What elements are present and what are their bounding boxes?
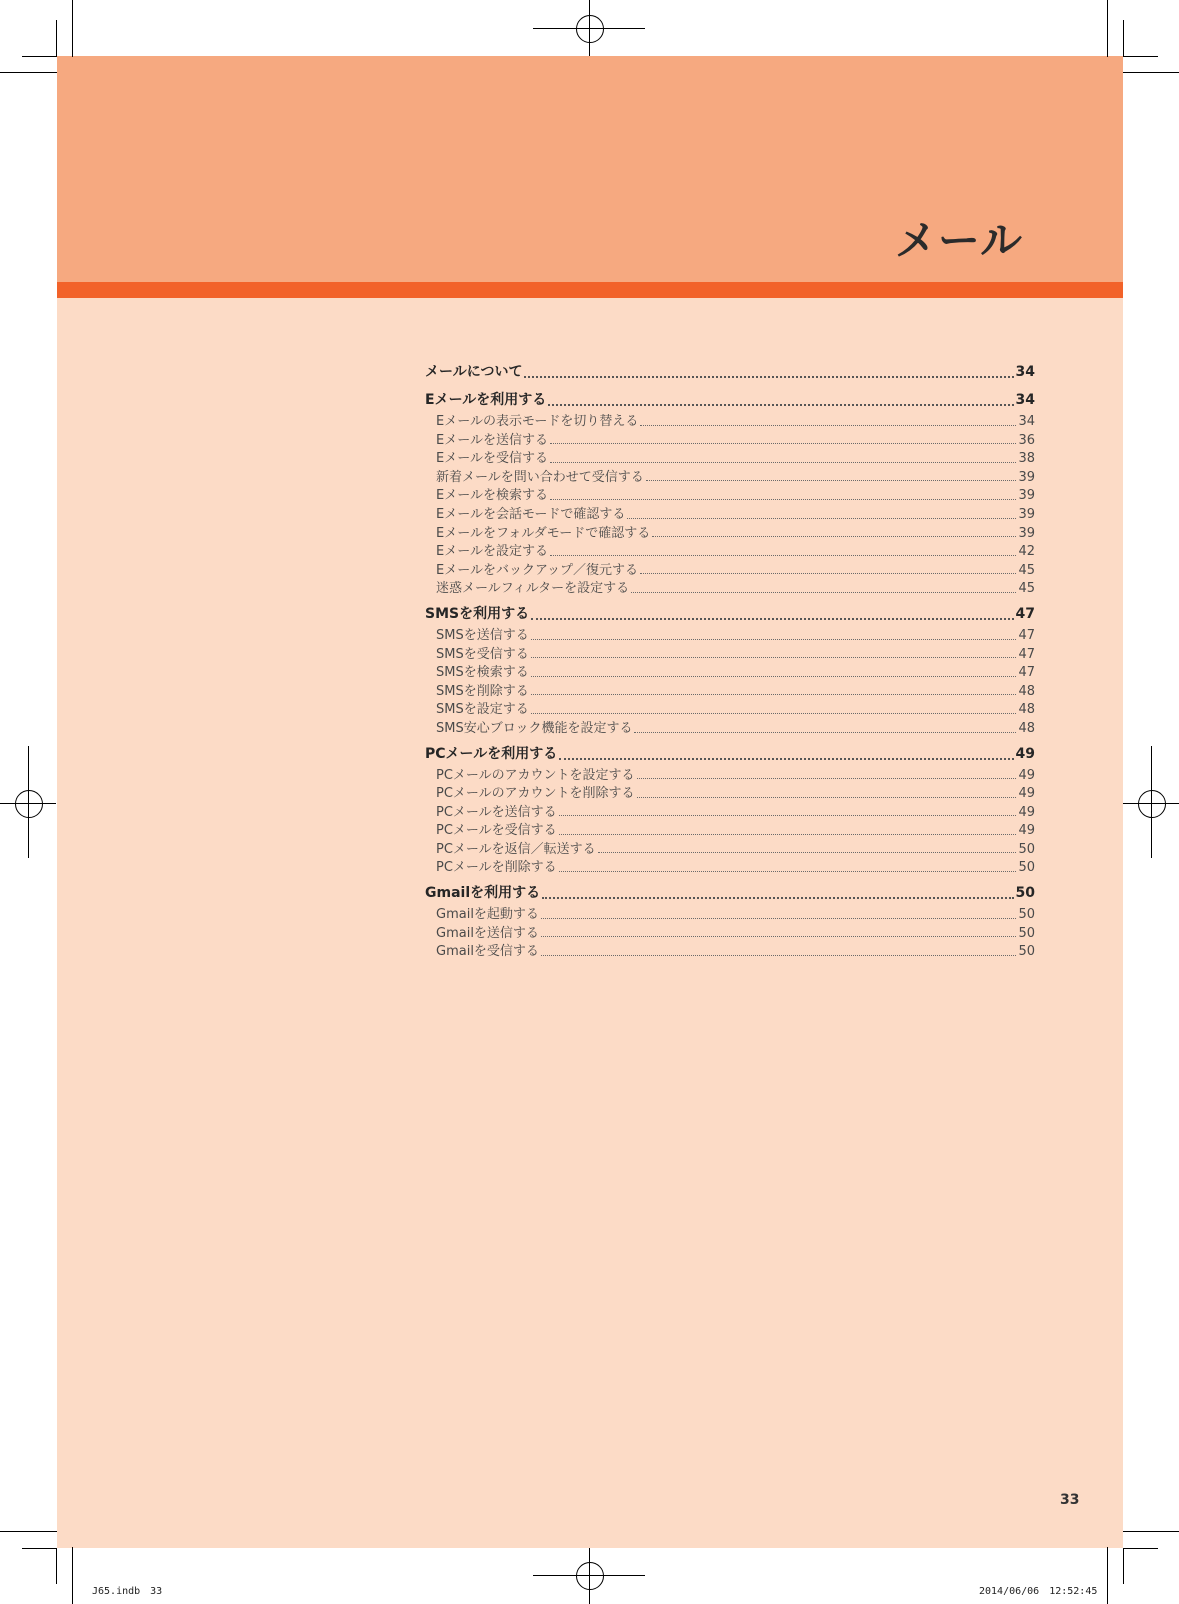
toc-entry-page: 47 xyxy=(1018,646,1035,662)
toc-entry-page: 49 xyxy=(1018,786,1035,802)
toc-entry[interactable] xyxy=(425,683,1035,702)
chapter-title: メール xyxy=(894,216,1023,265)
leader-dots xyxy=(550,555,1016,556)
toc-entry-label: Gmailを送信する xyxy=(436,925,539,941)
toc-entry-page: 39 xyxy=(1018,525,1035,541)
toc-entry-page: 50 xyxy=(1018,841,1035,857)
toc-entry-label: Gmailを利用する xyxy=(425,885,541,902)
toc-entry-page: 49 xyxy=(1018,767,1035,783)
toc-entry-label: Eメールを受信する xyxy=(436,451,548,467)
toc-section xyxy=(425,387,1035,599)
print-file-label: J65.indb 33 xyxy=(92,1586,163,1597)
toc-entry-label: PCメールを返信／転送する xyxy=(436,841,596,857)
toc-entry-page: 42 xyxy=(1018,544,1035,560)
toc-entry[interactable] xyxy=(425,627,1035,646)
leader-dots xyxy=(550,443,1016,444)
leader-dots xyxy=(646,480,1017,481)
toc-entry[interactable] xyxy=(425,859,1035,878)
toc-entry-page: 50 xyxy=(1015,885,1035,902)
toc-entry-label: PCメールのアカウントを削除する xyxy=(436,786,635,802)
toc-section-heading[interactable] xyxy=(425,387,1035,413)
crop-mark xyxy=(56,1548,57,1584)
toc-entry-label: 新着メールを問い合わせて受信する xyxy=(436,469,644,485)
toc-section xyxy=(425,359,1035,385)
toc-entry[interactable] xyxy=(425,506,1035,525)
header-rule xyxy=(57,282,1123,298)
toc-entry[interactable] xyxy=(425,562,1035,581)
toc-entry-page: 49 xyxy=(1018,823,1035,839)
toc-entry[interactable] xyxy=(425,543,1035,562)
toc-entry[interactable] xyxy=(425,943,1035,962)
toc-entry-page: 50 xyxy=(1018,944,1035,960)
leader-dots xyxy=(637,797,1017,798)
leader-dots xyxy=(542,897,1013,899)
toc-entry-label: Gmailを受信する xyxy=(436,944,539,960)
toc-entry-page: 38 xyxy=(1018,451,1035,467)
toc-entry[interactable] xyxy=(425,720,1035,739)
toc-entry[interactable] xyxy=(425,767,1035,786)
toc-entry[interactable] xyxy=(425,432,1035,451)
toc-section-heading[interactable] xyxy=(425,741,1035,767)
page-sheet xyxy=(57,56,1123,1548)
leader-dots xyxy=(531,657,1017,658)
toc-entry[interactable] xyxy=(425,906,1035,925)
leader-dots xyxy=(548,404,1013,406)
toc-entry-label: Eメールの表示モードを切り替える xyxy=(436,414,639,429)
toc-entry-page: 34 xyxy=(1015,364,1035,380)
toc-entry[interactable] xyxy=(425,841,1035,860)
toc-entry[interactable] xyxy=(425,925,1035,944)
toc-entry-label: SMSを設定する xyxy=(436,702,529,718)
toc-section xyxy=(425,601,1035,739)
toc-entry[interactable] xyxy=(425,580,1035,599)
toc-entry-page: 47 xyxy=(1018,665,1035,681)
crop-mark xyxy=(1123,1548,1158,1549)
toc-entry-label: PCメールを送信する xyxy=(436,804,557,820)
leader-dots xyxy=(550,499,1016,500)
toc-entry-page: 34 xyxy=(1018,414,1035,429)
toc-entry[interactable] xyxy=(425,701,1035,720)
leader-dots xyxy=(559,834,1017,835)
toc-entry-label: Eメールを送信する xyxy=(436,432,548,448)
toc-entry-label: 迷惑メールフィルターを設定する xyxy=(436,581,630,597)
toc-entry-label: PCメールを利用する xyxy=(425,745,558,762)
leader-dots xyxy=(531,694,1017,695)
leader-dots xyxy=(640,425,1016,426)
toc-entry-label: PCメールのアカウントを設定する xyxy=(436,767,635,783)
toc-entry-page: 47 xyxy=(1018,627,1035,643)
toc-entry-label: SMSを削除する xyxy=(436,683,529,699)
toc-entry-page: 36 xyxy=(1018,432,1035,448)
toc-entry[interactable] xyxy=(425,804,1035,823)
leader-dots xyxy=(598,852,1017,853)
toc-entry-label: SMS安心ブロック機能を設定する xyxy=(436,720,633,736)
toc-entry[interactable] xyxy=(425,664,1035,683)
chapter-header-band xyxy=(57,56,1123,282)
crop-mark xyxy=(22,56,57,57)
toc-entry-page: 49 xyxy=(1015,745,1035,762)
leader-dots xyxy=(559,871,1017,872)
crop-mark xyxy=(72,1547,73,1604)
toc-entry-page: 47 xyxy=(1015,605,1035,622)
toc-entry-label: PCメールを削除する xyxy=(436,860,557,876)
toc-entry-label: Eメールを検索する xyxy=(436,488,548,504)
toc-entry[interactable] xyxy=(425,646,1035,665)
toc-entry-label: Eメールをバックアップ／復元する xyxy=(436,562,639,578)
leader-dots xyxy=(652,536,1016,537)
toc-entry[interactable] xyxy=(425,487,1035,506)
toc-entry-label: SMSを送信する xyxy=(436,627,529,643)
toc-entry-page: 50 xyxy=(1018,860,1035,876)
crop-mark xyxy=(1107,1547,1108,1604)
crop-mark xyxy=(72,0,73,57)
table-of-contents xyxy=(425,359,1035,964)
toc-entry[interactable] xyxy=(425,450,1035,469)
toc-section-heading[interactable] xyxy=(425,601,1035,627)
toc-entry-label: Eメールを利用する xyxy=(425,392,547,408)
leader-dots xyxy=(524,376,1013,378)
toc-entry-page: 45 xyxy=(1018,562,1035,578)
crop-mark xyxy=(1123,1531,1179,1532)
toc-entry-page: 50 xyxy=(1018,907,1035,923)
toc-section-heading[interactable] xyxy=(425,359,1035,385)
leader-dots xyxy=(631,592,1016,593)
crop-mark xyxy=(56,20,57,56)
leader-dots xyxy=(541,936,1017,937)
crop-mark xyxy=(1107,0,1108,57)
leader-dots xyxy=(541,918,1017,919)
crop-mark xyxy=(1123,1548,1124,1584)
toc-entry[interactable] xyxy=(425,785,1035,804)
toc-entry-label: Gmailを起動する xyxy=(436,907,539,923)
toc-entry-label: Eメールを会話モードで確認する xyxy=(436,506,626,522)
leader-dots xyxy=(531,713,1017,714)
toc-entry-label: PCメールを受信する xyxy=(436,823,557,839)
toc-entry-page: 50 xyxy=(1018,925,1035,941)
toc-entry[interactable] xyxy=(425,525,1035,544)
toc-entry[interactable] xyxy=(425,413,1035,432)
toc-entry-page: 45 xyxy=(1018,581,1035,597)
crop-mark xyxy=(0,72,57,73)
toc-entry[interactable] xyxy=(425,822,1035,841)
page-number: 33 xyxy=(1060,1492,1080,1508)
toc-entry-label: Eメールをフォルダモードで確認する xyxy=(436,525,651,541)
toc-entry-page: 39 xyxy=(1018,506,1035,522)
toc-entry-page: 48 xyxy=(1018,683,1035,699)
leader-dots xyxy=(637,778,1017,779)
leader-dots xyxy=(627,518,1016,519)
leader-dots xyxy=(531,618,1013,620)
toc-entry-page: 48 xyxy=(1018,720,1035,736)
toc-entry-label: SMSを利用する xyxy=(425,605,530,622)
toc-entry-label: SMSを受信する xyxy=(436,646,529,662)
leader-dots xyxy=(531,676,1017,677)
print-timestamp: 2014/06/06 12:52:45 xyxy=(979,1586,1098,1597)
toc-entry-page: 48 xyxy=(1018,702,1035,718)
toc-section xyxy=(425,741,1035,879)
toc-entry-label: SMSを検索する xyxy=(436,665,529,681)
toc-entry-page: 39 xyxy=(1018,488,1035,504)
toc-entry-label: Eメールを設定する xyxy=(436,544,548,560)
toc-entry-page: 39 xyxy=(1018,469,1035,485)
toc-entry-label: メールについて xyxy=(425,364,523,380)
toc-section xyxy=(425,880,1035,962)
crop-mark xyxy=(0,1531,57,1532)
toc-entry-page: 34 xyxy=(1015,392,1035,408)
crop-mark xyxy=(1123,72,1179,73)
leader-dots xyxy=(550,462,1016,463)
crop-mark xyxy=(22,1548,57,1549)
leader-dots xyxy=(559,758,1013,760)
toc-section-heading[interactable] xyxy=(425,880,1035,906)
leader-dots xyxy=(541,955,1017,956)
toc-entry[interactable] xyxy=(425,469,1035,488)
toc-entry-page: 49 xyxy=(1018,804,1035,820)
leader-dots xyxy=(531,639,1017,640)
crop-mark xyxy=(1123,56,1158,57)
crop-mark xyxy=(1123,20,1124,56)
leader-dots xyxy=(634,732,1016,733)
leader-dots xyxy=(559,815,1017,816)
leader-dots xyxy=(640,573,1016,574)
